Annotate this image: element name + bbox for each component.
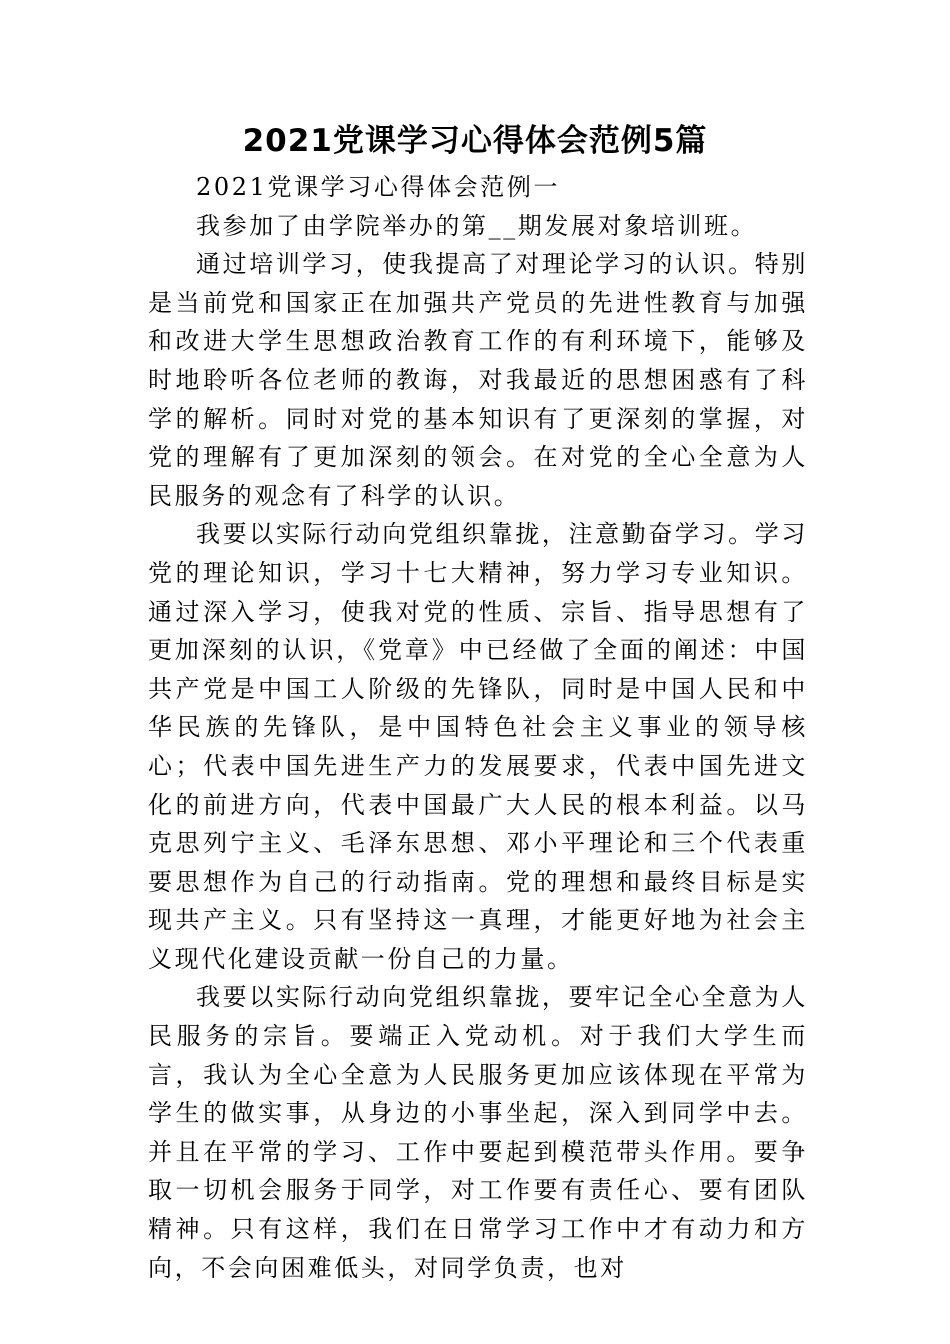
paragraph: 我参加了由学院举办的第__期发展对象培训班。 (196, 211, 758, 240)
document-body (148, 168, 808, 1287)
document-title: 2021党课学习心得体会范例5篇 (242, 123, 708, 159)
paragraph: 我要以实际行动向党组织靠拢，要牢记全心全意为人民服务的宗旨。要端正入党动机。对于我们大学生而言，我认为全心全意为人民服务更加应该体现在平常为学生的做实事，从身边的小事坐起，深入到同学中去。并且在平常的学习、工作中要起到模范带头作用。要争取一切机会服务于同学，对工作要有责任心、要有团队精神。只有这样，我们在日常学习工作中才有动力和方向，不会向困难低头，对同学负责，也对 (148, 983, 808, 1282)
paragraph: 通过培训学习，使我提高了对理论学习的认识。特别是当前党和国家正在加强共产党员的先进性教育与加强和改进大学生思想政治教育工作的有利环境下，能够及时地聆听各位老师的教诲，对我最近的思想困惑有了科学的解析。同时对党的基本知识有了更深刻的掌握，对党的理解有了更加深刻的领会。在对党的全心全意为人民服务的观念有了科学的认识。 (148, 250, 808, 510)
section-heading: 2021党课学习心得体会范例一 (196, 173, 561, 201)
paragraph: 我要以实际行动向党组织靠拢，注意勤奋学习。学习党的理论知识，学习十七大精神，努力学习专业知识。通过深入学习，使我对党的性质、宗旨、指导思想有了更加深刻的认识，《党章》中已经做了全面的阐述：中国共产党是中国工人阶级的先锋队，同时是中国人民和中华民族的先锋队，是中国特色社会主义事业的领导核心；代表中国先进生产力的发展要求，代表中国先进文化的前进方向，代表中国最广大人民的根本利益。以马克思列宁主义、毛泽东思想、邓小平理论和三个代表重要思想作为自己的行动指南。党的理想和最终目标是实现共产主义。只有坚持这一真理，才能更好地为社会主义现代化建设贡献一份自己的力量。 (148, 520, 808, 973)
